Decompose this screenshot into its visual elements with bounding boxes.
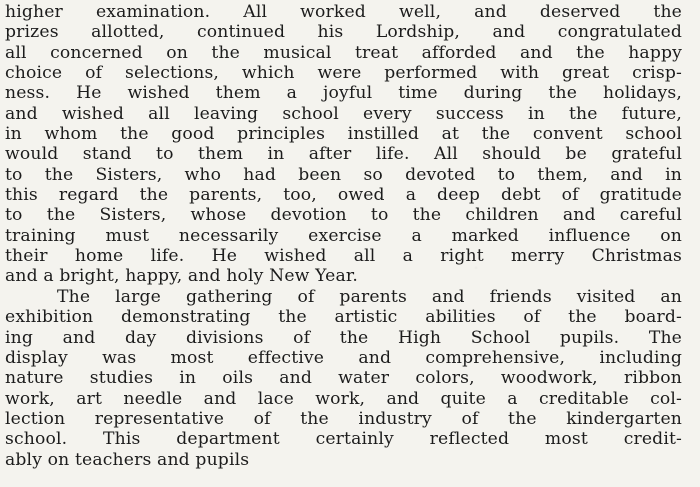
- text-line: The large gathering of parents and friends visited an: [57, 286, 682, 307]
- text-line: choice of selections, which were performed with great crisp-: [5, 63, 682, 84]
- text-line: ably on teachers and pupils: [5, 449, 250, 470]
- text-line: and a bright, happy, and holy New Year.: [5, 266, 358, 287]
- text-line: display was most effective and comprehensive, including: [5, 347, 682, 368]
- text-line: nature studies in oils and water colors, woodwork, ribbon: [5, 368, 682, 389]
- text-line: this regard the parents, too, owed a deep debt of gratitude: [5, 185, 682, 206]
- text-line: their home life. He wished all a right merry Christmas: [5, 246, 682, 267]
- text-line: would stand to them in after life. All should be grateful: [5, 144, 682, 165]
- paragraph-2: [5, 287, 682, 470]
- text-line: and wished all leaving school every success in the future,: [5, 103, 682, 124]
- text-line: lection representative of the industry of the kindergarten: [5, 408, 682, 429]
- text-line: to the Sisters, who had been so devoted to them, and in: [5, 164, 682, 185]
- text-line: exhibition demonstrating the artistic abilities of the board-: [5, 307, 682, 328]
- text-line: all concerned on the musical treat afforded and the happy: [5, 42, 682, 63]
- text-line: higher examination. All worked well, and deserved the: [5, 2, 682, 22]
- text-line: school. This department certainly reflected most credit-: [5, 429, 682, 450]
- text-line: training must necessarily exercise a marked influence on: [5, 225, 682, 246]
- text-line: ness. He wished them a joyful time during the holidays,: [5, 83, 682, 104]
- text-line: work, art needle and lace work, and quite a creditable col-: [5, 388, 682, 409]
- text-line: ing and day divisions of the High School pupils. The: [5, 327, 682, 348]
- paragraph-1: [5, 2, 682, 287]
- text-line: to the Sisters, whose devotion to the children and careful: [5, 205, 682, 226]
- text-line: in whom the good principles instilled at the convent school: [5, 124, 682, 145]
- text-line: prizes allotted, continued his Lordship, and congratulated: [5, 22, 682, 43]
